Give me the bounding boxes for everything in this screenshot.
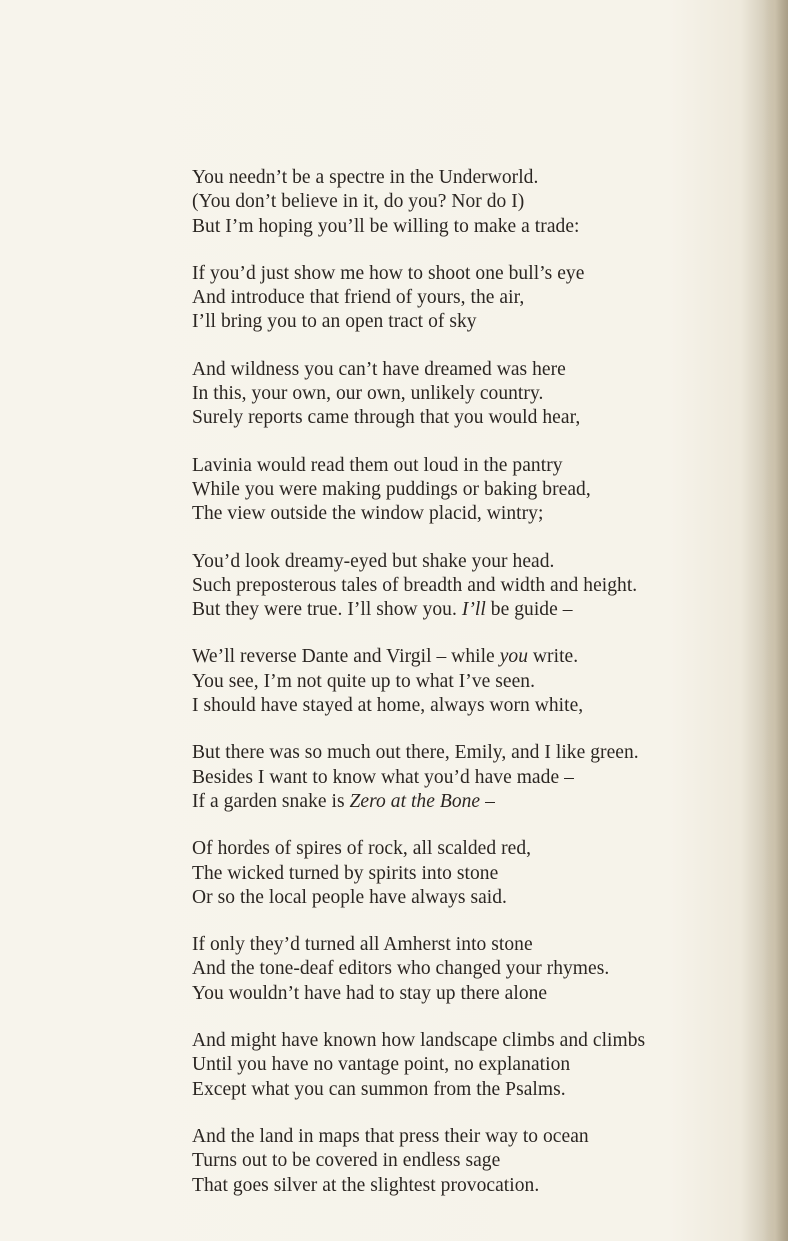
poem-line: If only they’d turned all Amherst into stone: [192, 934, 533, 956]
poem-line: Or so the local people have always said.: [192, 886, 507, 908]
italic-text: I’ll: [461, 599, 486, 621]
stanza-6: [192, 645, 772, 718]
poem-line: You’d look dreamy-eyed but shake your head.: [192, 550, 555, 572]
stanza-4: [192, 454, 772, 527]
poem-line: And the land in maps that press their way to ocean: [192, 1125, 589, 1147]
poem-line: Surely reports came through that you would hear,: [192, 407, 581, 429]
line-text: But they were true. I’ll show you.: [192, 599, 462, 621]
poem-line: You wouldn’t have had to stay up there alone: [192, 982, 548, 1004]
poem-line-with-italic: [192, 598, 772, 622]
poem-line: That goes silver at the slightest provocation.: [192, 1174, 540, 1196]
line-text: write.: [528, 646, 579, 668]
poem-line: I should have stayed at home, always worn white,: [192, 695, 584, 717]
poem-line: If you’d just show me how to shoot one bull’s eye: [192, 262, 585, 284]
stanza-7: [192, 741, 772, 814]
stanza-9: [192, 933, 772, 1006]
poem-line: While you were making puddings or baking bread,: [192, 478, 591, 500]
poem-line: Of hordes of spires of rock, all scalded red,: [192, 838, 532, 860]
poem-line: The view outside the window placid, wintry;: [192, 503, 544, 525]
poem-body: [192, 166, 772, 1221]
poem-line: You needn’t be a spectre in the Underworld.: [192, 167, 539, 188]
poem-line: But there was so much out there, Emily, and I like green.: [192, 742, 639, 764]
italic-text: Zero at the Bone: [349, 790, 481, 812]
stanza-5: [192, 550, 772, 623]
line-text: If a garden snake is: [192, 790, 350, 812]
stanza-11: [192, 1125, 772, 1198]
poem-line: And might have known how landscape climbs and climbs: [192, 1030, 646, 1052]
poem-line: (You don’t believe in it, do you? Nor do I): [192, 191, 525, 213]
poem-line: And wildness you can’t have dreamed was here: [192, 358, 566, 380]
poem-line: The wicked turned by spirits into stone: [192, 862, 499, 884]
stanza-8: [192, 837, 772, 910]
poem-line: Such preposterous tales of breadth and width and height.: [192, 574, 638, 596]
poem-line: In this, your own, our own, unlikely country.: [192, 383, 544, 405]
line-text: be guide –: [485, 599, 573, 621]
stanza-2: [192, 262, 772, 335]
stanza-1: [192, 166, 772, 239]
stanza-10: [192, 1029, 772, 1102]
poem-line: And introduce that friend of yours, the air,: [192, 287, 525, 309]
poem-line: Turns out to be covered in endless sage: [192, 1150, 501, 1172]
line-text: –: [480, 790, 495, 812]
poem-line-with-italic: [192, 645, 772, 669]
poem-line: Besides I want to know what you’d have made –: [192, 766, 574, 788]
stanza-3: [192, 358, 772, 431]
poem-line: Until you have no vantage point, no explanation: [192, 1054, 571, 1076]
italic-text: you: [499, 646, 528, 668]
poem-line: Except what you can summon from the Psalms.: [192, 1078, 566, 1100]
poem-line: But I’m hoping you’ll be willing to make a trade:: [192, 215, 580, 237]
poem-line: And the tone-deaf editors who changed your rhymes.: [192, 958, 610, 980]
poem-line: I’ll bring you to an open tract of sky: [192, 311, 477, 333]
poem-line: You see, I’m not quite up to what I’ve seen.: [192, 670, 536, 692]
poem-line: Lavinia would read them out loud in the pantry: [192, 454, 563, 476]
line-text: We’ll reverse Dante and Virgil – while: [192, 646, 500, 668]
poem-line-with-italic: [192, 790, 772, 814]
